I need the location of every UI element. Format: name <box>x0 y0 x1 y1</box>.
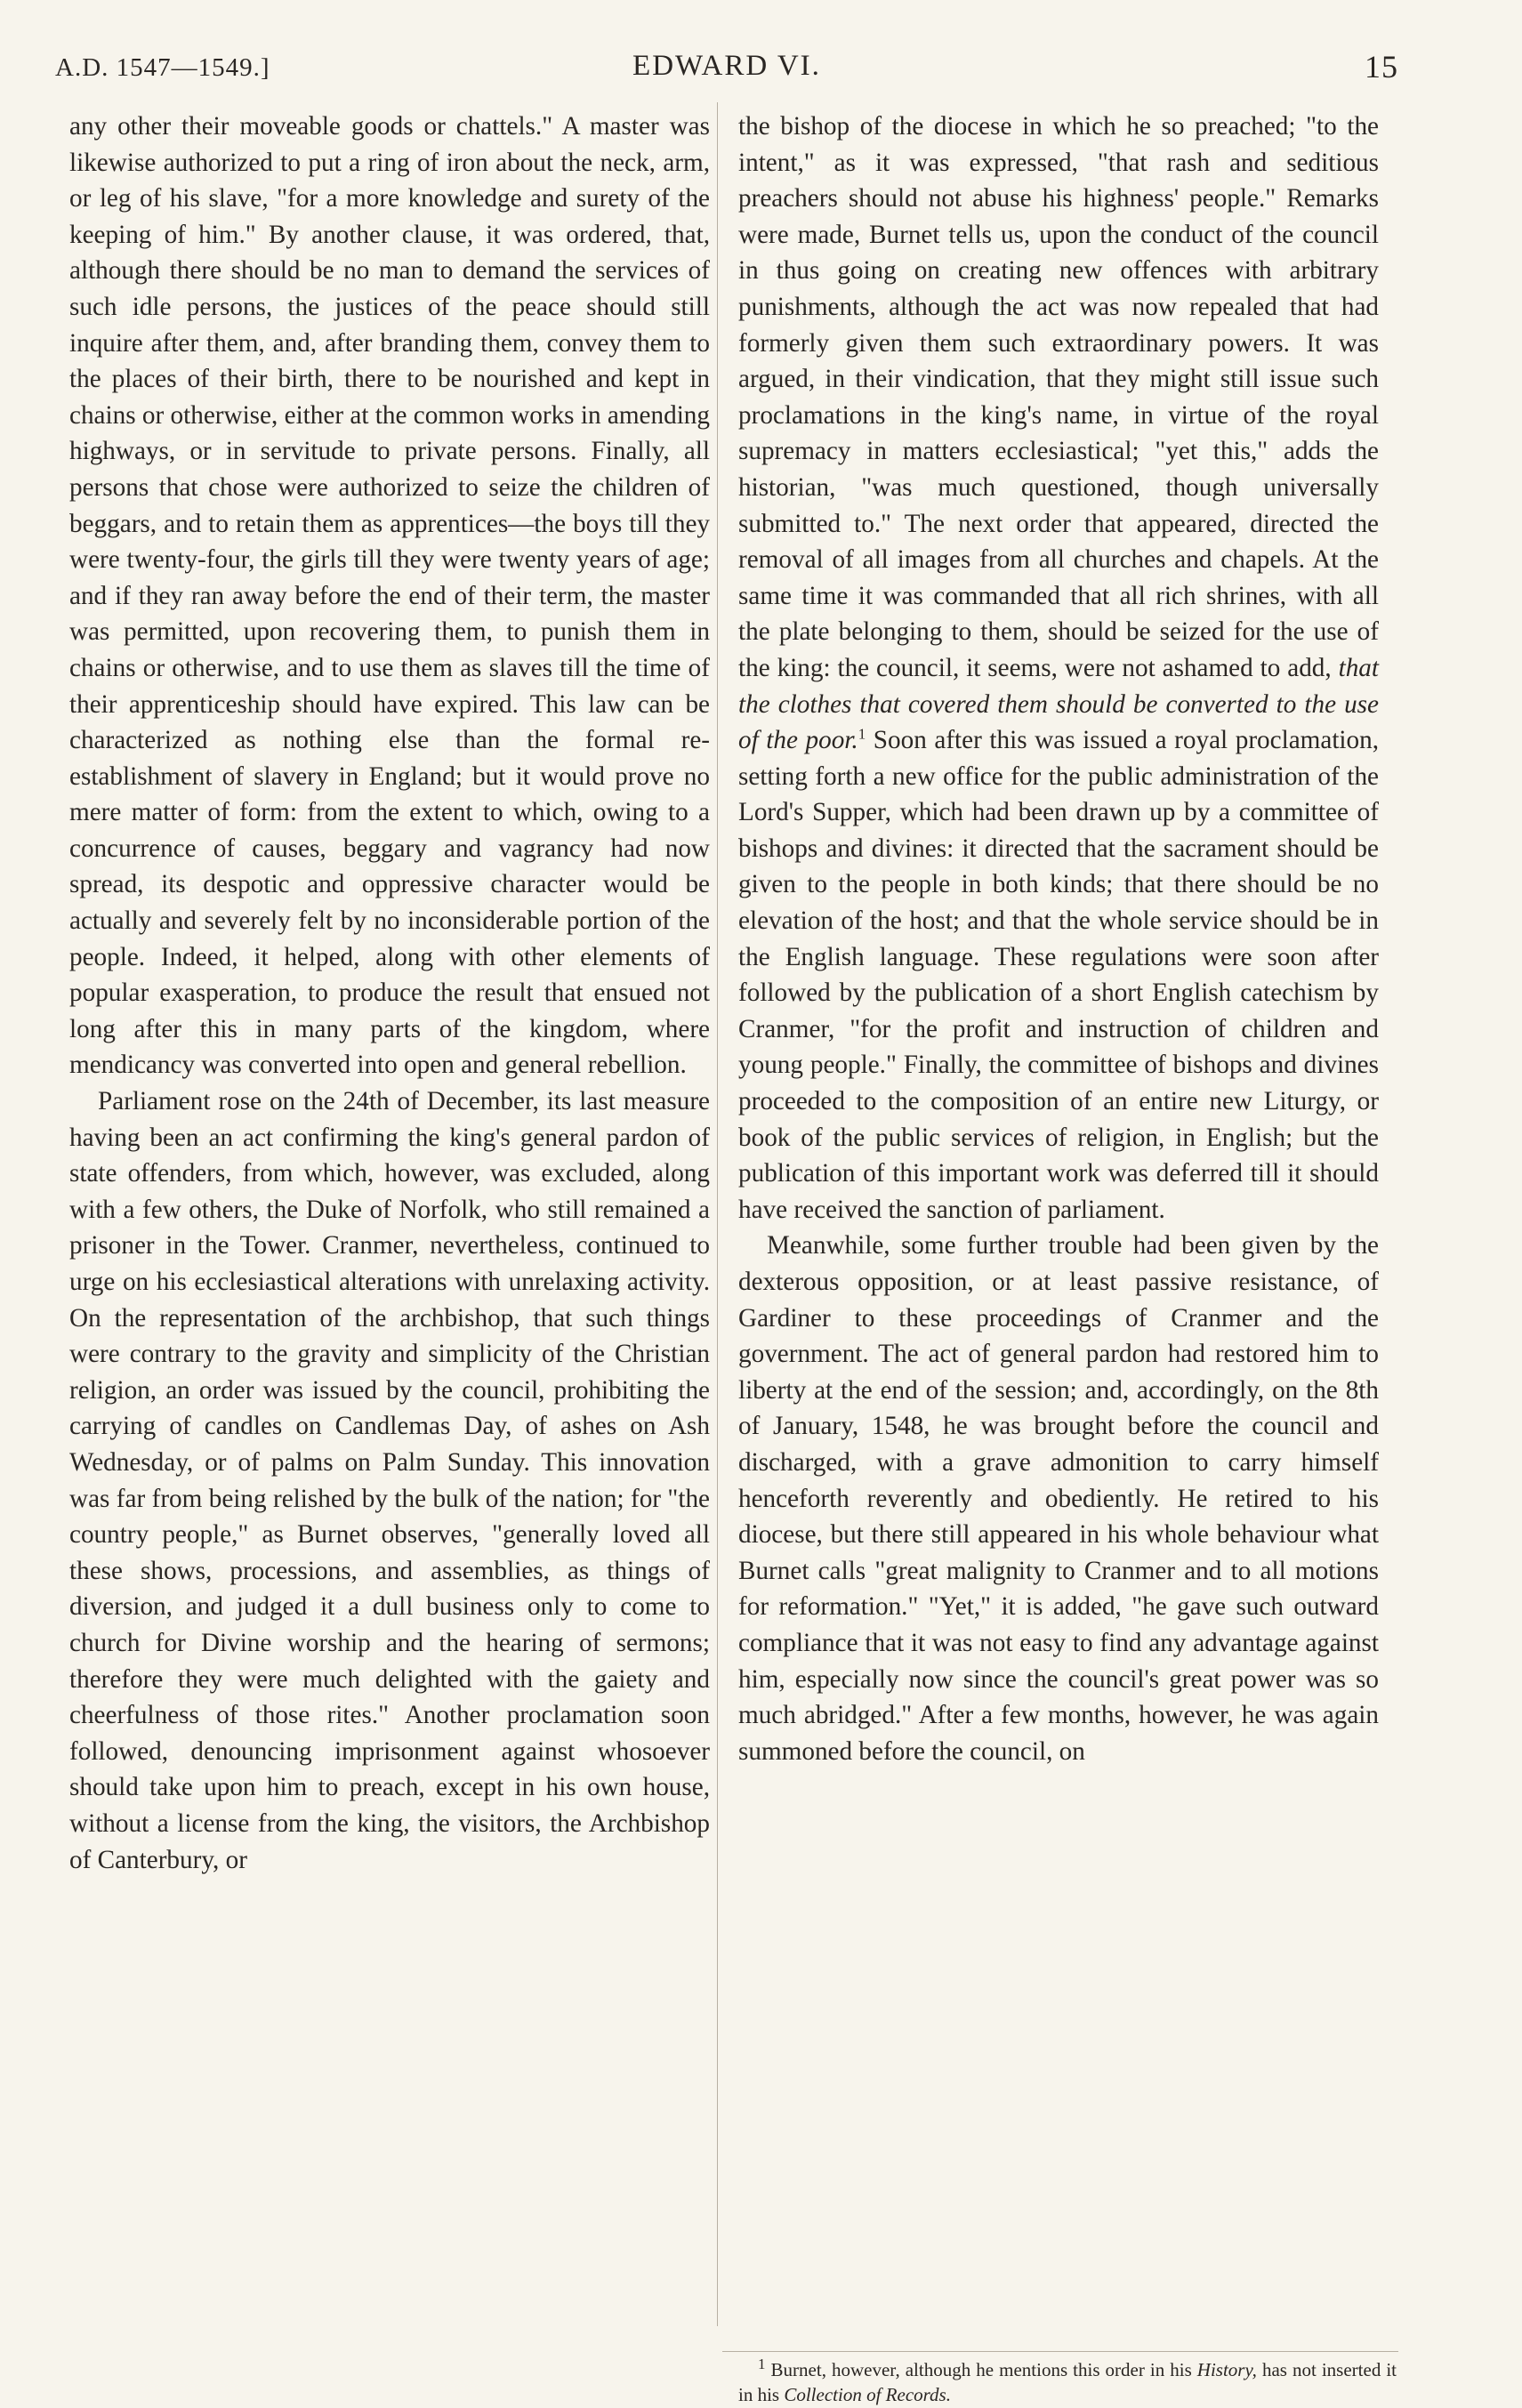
right-paragraph-1 <box>738 109 1379 1228</box>
right-paragraph-1-text-a: the bishop of the diocese in which he so preached; "to the intent," as it was expressed, "that rash and seditious preachers should not abuse his highness' people." Remarks were made, Burnet tells us, upon the conduct of the council in thus going on creating new offences with arbitrary punishments, although the act was now repealed that had formerly given them such extraordinary powers. It was argued, in their vindication, that they might still issue such proclamations in the king's name, in virtue of the royal supremacy in matters ecclesiastical; "yet this," adds the historian, "was much questioned, though universally submitted to." The next order that appeared, directed the removal of all images from all churches and chapels. At the same time it was commanded that all rich shrines, with all the plate belonging to them, should be seized for the use of the king: the council, it seems, were not ashamed to add, <box>738 112 1379 682</box>
column-divider <box>717 102 718 2326</box>
footnote-text-a: Burnet, however, although he mentions this order in his <box>770 2359 1192 2380</box>
right-paragraph-2: Meanwhile, some further trouble had been given by the dexterous opposition, or at least passive resistance, of Gardiner to these proceedings of Cranmer and the government. The act of general pardon had restored him to liberty at the end of the session; and, accordingly, on the 8th of January, 1548, he was brought before the council and discharged, with a grave admonition to carry himself henceforth reverently and obediently. He retired to his diocese, but there still appeared in his whole behaviour what Burnet calls "great malignity to Cranmer and to all motions for reformation." "Yet," it is added, "he gave such outward compliance that it was not easy to find any advantage against him, especially now since the council's great power was so much abridged." After a few months, however, he was again summoned before the council, on <box>738 1231 1379 1766</box>
header-dates: A.D. 1547—1549.] <box>55 53 270 82</box>
footnote-reference[interactable]: 1 <box>858 725 866 743</box>
footnote-history: History, <box>1196 2359 1257 2380</box>
right-column <box>738 109 1379 1769</box>
running-head <box>55 46 1398 91</box>
right-paragraph-1-text-b: Soon after this was issued a royal proclamation, setting forth a new office for the public administration of the Lord's Supper, which had been drawn up by a committee of bishops and divines: it directed that the sacrament should be given to the people in both kinds; that there should be no elevation of the host; and that the whole service should be in the English language. These regulations were soon after followed by the publication of a short English catechism by Cranmer, "for the profit and instruction of children and young people." Finally, the committee of bishops and divines proceeded to the composition of an entire new Liturgy, or book of the public services of religion, in English; but the publication of this important work was deferred till it should have received the sanction of parliament. <box>738 726 1380 1224</box>
header-title: EDWARD VI. <box>632 50 821 82</box>
left-paragraph-1: any other their moveable goods or chattels." A master was likewise authorized to put a ring of iron about the neck, arm, or leg of his slave, "for a more knowledge and surety of the keeping of him." By another clause, it was ordered, that, although there should be no man to demand the services of such idle persons, the justices of the peace should still inquire after them, and, after branding them, convey them to the places of their birth, there to be nourished and kept in chains or otherwise, either at the common works in amending highways, or in servitude to private persons. Finally, all persons that chose were authorized to seize the children of beggars, and to retain them as apprentices—the boys till they were twenty-four, the girls till they were twenty years of age; and if they ran away before the end of their term, the master was permitted, upon recovering them, to punish them in chains or otherwise, and to use them as slaves till the time of their apprenticeship should have expired. This law can be characterized as nothing else than the formal re-establishment of slavery in England; but it would prove no mere matter of form: from the extent to which, owing to a concurrence of causes, beggary and vagrancy had now spread, its despotic and oppressive character would be actually and severely felt by no inconsiderable portion of the people. Indeed, it helped, along with other elements of popular exasperation, to produce the result that ensued not long after this in many parts of the kingdom, where mendicancy was converted into open and general rebellion. <box>69 112 710 1080</box>
italic-quote: that the clothes that covered them should be converted to the use of the poor. <box>738 653 1379 755</box>
footnote-mark: 1 <box>758 2356 766 2372</box>
footnote-divider <box>722 2351 1398 2352</box>
page-number: 15 <box>1365 49 1398 85</box>
left-column <box>69 109 710 1878</box>
footnote-collection: Collection of Records. <box>784 2384 951 2405</box>
footnote <box>738 2357 1397 2407</box>
footnote-text-b: has not inserted it in his <box>738 2359 1397 2405</box>
left-paragraph-2: Parliament rose on the 24th of December, its last measure having been an act confirming the king's general pardon of state offenders, from which, however, was excluded, along with a few others, the Duke of Norfolk, who still remained a prisoner in the Tower. Cranmer, nevertheless, continued to urge on his ecclesiastical alterations with unrelaxing activity. On the representation of the archbishop, that such things were contrary to the gravity and simplicity of the Christian religion, an order was issued by the council, prohibiting the carrying of candles on Candlemas Day, of ashes on Ash Wednesday, or of palms on Palm Sunday. This innovation was far from being relished by the bulk of the nation; for "the country people," as Burnet observes, "generally loved all these shows, processions, and assemblies, as things of diversion, and judged it a dull business only to come to church for Divine worship and the hearing of sermons; therefore they were much delighted with the gaiety and cheerfulness of those rites." Another proclamation soon followed, denouncing imprisonment against whosoever should take upon him to preach, except in his own house, without a license from the king, the visitors, the Archbishop of Canterbury, or <box>69 1087 710 1874</box>
